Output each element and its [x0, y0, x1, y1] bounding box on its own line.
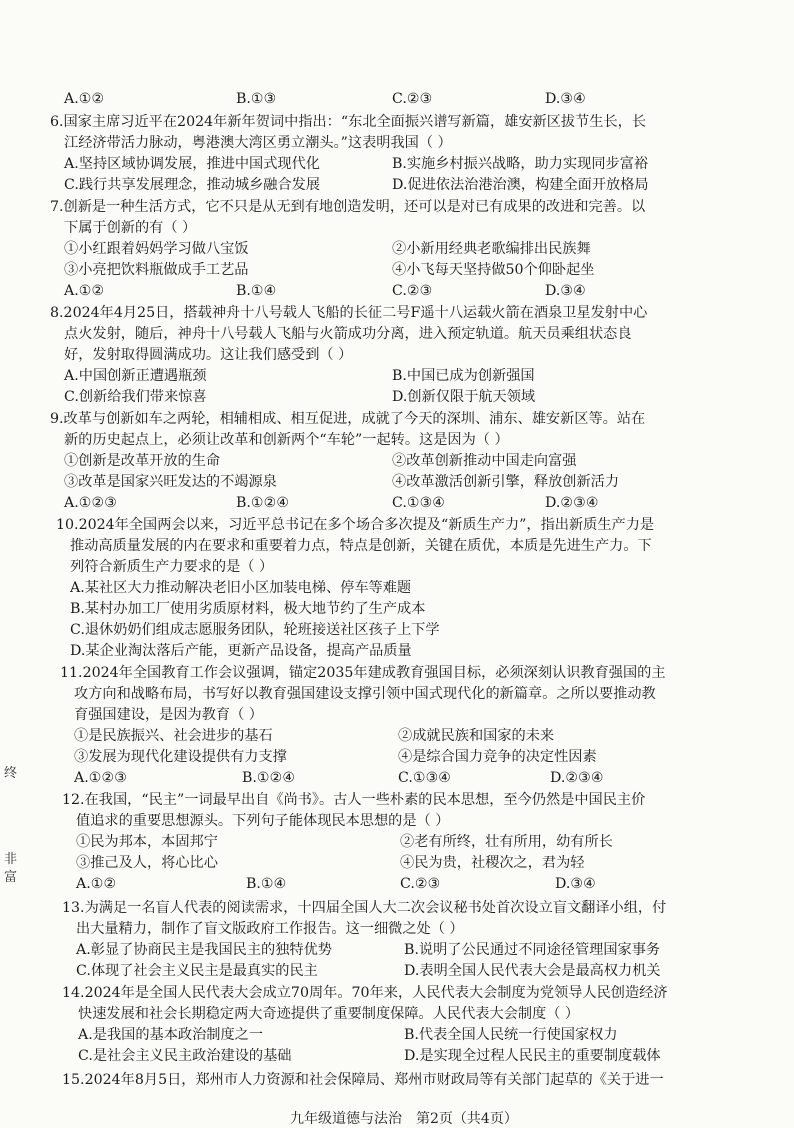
q6-option-c: C.践行共享发展理念，推动城乡融合发展 [64, 177, 321, 193]
top-option-d: D.③④ [545, 91, 586, 107]
q10-stem-line1: 10.2024年全国两会以来，习近平总书记在多个场合多次提及“新质生产力”，指出新质生产力是 [56, 517, 655, 533]
q12-option-a: A.①② [76, 876, 117, 892]
q13-stem-line2: 出大量精力，制作了盲文版政府工作报告。这一细微之处（ ） [76, 921, 464, 937]
q7-option-a: A.①② [64, 283, 105, 299]
q13-option-a: A.彰显了协商民主是我国民主的独特优势 [76, 942, 332, 958]
q9-item-1: ①创新是改革开放的生命 [64, 453, 221, 469]
q12-option-b: B.①④ [246, 876, 287, 892]
q12-stem-line1: 12.在我国，“民主”一词最早出自《尚书》。古人一些朴素的民本思想，至今仍然是中国民主价 [62, 792, 646, 808]
q9-option-a: A.①②③ [64, 495, 117, 511]
q11-option-d: D.②③④ [550, 770, 604, 786]
q8-option-b: B.中国已成为创新强国 [392, 368, 535, 384]
q6-stem-line1: 6.国家主席习近平在2024年新年贺词中指出：“东北全面振兴谱写新篇，雄安新区拔节生长，长 [50, 114, 647, 130]
margin-mark-2: 非 [4, 852, 18, 867]
q12-item-1: ①民为邦本，本固邦宁 [76, 834, 218, 850]
q11-item-2: ②成就民族和国家的未来 [398, 728, 555, 744]
q9-stem-line2: 新的历史起点上，必须让改革和创新两个“车轮”一起转。这是因为（ ） [64, 432, 509, 448]
margin-mark-3: 富 [4, 870, 18, 885]
q6-stem-line2: 江经济带活力脉动，粤港澳大湾区勇立潮头。”这表明我国（ ） [64, 135, 452, 151]
q12-item-2: ②老有所终，壮有所用，幼有所长 [400, 834, 613, 850]
q10-option-d: D.某企业淘汰落后产能，更新产品设备，提高产品质量 [70, 643, 412, 659]
q13-option-c: C.体现了社会主义民主是最真实的民主 [76, 963, 318, 979]
q9-option-c: C.①③④ [392, 495, 446, 511]
q7-item-4: ④小飞每天坚持做50个仰卧起坐 [392, 262, 595, 278]
q11-option-b: B.①②④ [242, 770, 296, 786]
q9-option-b: B.①②④ [236, 495, 290, 511]
q12-item-4: ④民为贵，社稷次之，君为轻 [400, 855, 585, 871]
q8-stem-line3: 好，发射取得圆满成功。这让我们感受到（ ） [64, 347, 353, 363]
q8-option-a: A.中国创新正遭遇瓶颈 [64, 368, 207, 384]
q8-stem-line2: 点火发射，随后，神舟十八号载人飞船与火箭成功分离，进入预定轨道。航天员乘组状态良 [64, 326, 632, 342]
q11-stem-line2: 攻方向和战略布局，书写好以教育强国建设支撑引领中国式现代化的新篇章。之所以要推动教 [74, 686, 656, 702]
q8-option-d: D.创新仅限于航天领域 [392, 389, 536, 405]
q7-stem-line2: 下属于创新的有（ ） [64, 220, 197, 236]
q14-option-a: A.是我国的基本政治制度之一 [78, 1027, 264, 1043]
q6-option-a: A.坚持区域协调发展，推进中国式现代化 [64, 156, 320, 172]
margin-mark-1: 终 [4, 766, 18, 781]
q9-item-2: ②改革创新推动中国走向富强 [392, 453, 577, 469]
q9-item-4: ④改革激活创新引擎，释放创新活力 [392, 474, 620, 490]
q12-option-c: C.②③ [400, 876, 441, 892]
q7-item-3: ③小亮把饮料瓶做成手工艺品 [64, 262, 249, 278]
q11-stem-line3: 育强国建设，是因为教育（ ） [74, 707, 263, 723]
q10-stem-line2: 推动高质量发展的内在要求和重要着力点，特点是创新，关键在质优，本质是先进生产力。下 [70, 538, 652, 554]
q13-stem-line1: 13.为满足一名盲人代表的阅读需求，十四届全国人大二次会议秘书处首次设立盲文翻译小组，付 [62, 900, 667, 916]
q11-option-a: A.①②③ [74, 770, 127, 786]
q9-option-d: D.②③④ [545, 495, 599, 511]
q10-option-b: B.某村办加工厂使用劣质原材料，极大地节约了生产成本 [70, 601, 426, 617]
q14-option-d: D.是实现全过程人民民主的重要制度载体 [404, 1048, 661, 1064]
top-option-b: B.①③ [236, 91, 277, 107]
page-footer: 九年级道德与法治 第2页（共4页） [290, 1111, 518, 1127]
q11-item-4: ④是综合国力竞争的决定性因素 [398, 749, 597, 765]
q13-option-d: D.表明全国人民代表大会是最高权力机关 [404, 963, 661, 979]
q10-option-a: A.某社区大力推动解决老旧小区加装电梯、停车等难题 [70, 580, 412, 596]
q6-option-b: B.实施乡村振兴战略，助力实现同步富裕 [392, 156, 649, 172]
q7-option-b: B.①④ [236, 283, 277, 299]
q7-item-2: ②小新用经典老歌编排出民族舞 [392, 241, 591, 257]
q15-stem-line1: 15.2024年8月5日，郑州市人力资源和社会保障局、郑州市财政局等有关部门起草的《关于进一 [62, 1072, 664, 1088]
q7-option-d: D.③④ [545, 283, 586, 299]
top-option-a: A.①② [64, 91, 105, 107]
q10-option-c: C.退休奶奶们组成志愿服务团队，轮班接送社区孩子上下学 [70, 622, 440, 638]
q13-option-b: B.说明了公民通过不同途径管理国家事务 [404, 942, 661, 958]
q14-stem-line1: 14.2024年是全国人民代表大会成立70周年。70年来，人民代表大会制度为党领导人民创造经济 [62, 985, 668, 1001]
q7-stem-line1: 7.创新是一种生活方式，它不只是从无到有地创造发明，还可以是对已有成果的改进和完善。以 [50, 199, 646, 215]
q10-stem-line3: 列符合新质生产力要求的是（ ） [70, 559, 274, 575]
q11-option-c: C.①③④ [398, 770, 452, 786]
q9-stem-line1: 9.改革与创新如车之两轮，相辅相成、相互促进，成就了今天的深圳、浦东、雄安新区等。站在 [50, 411, 646, 427]
q11-item-1: ①是民族振兴、社会进步的基石 [74, 728, 273, 744]
q8-option-c: C.创新给我们带来惊喜 [64, 389, 207, 405]
q12-item-3: ③推己及人，将心比心 [76, 855, 218, 871]
q14-stem-line2: 快速发展和社会长期稳定两大奇迹提供了重要制度保障。人民代表大会制度（ ） [78, 1006, 580, 1022]
q7-option-c: C.②③ [392, 283, 433, 299]
q11-item-3: ③发展为现代化建设提供有力支撑 [74, 749, 287, 765]
q12-option-d: D.③④ [555, 876, 596, 892]
q11-stem-line1: 11.2024年全国教育工作会议强调，锚定2035年建成教育强国目标，必须深刻认识教育强国的主 [60, 665, 666, 681]
q9-item-3: ③改革是国家兴旺发达的不竭源泉 [64, 474, 277, 490]
q12-stem-line2: 值追求的重要思想源头。下列句子能体现民本思想的是（ ） [76, 813, 450, 829]
q8-stem-line1: 8.2024年4月25日，搭载神舟十八号载人飞船的长征二号F遥十八运载火箭在酒泉卫星发射中心 [50, 305, 648, 321]
top-option-c: C.②③ [392, 91, 433, 107]
q14-option-c: C.是社会主义民主政治建设的基础 [78, 1048, 292, 1064]
q6-option-d: D.促进依法治港治澳，构建全面开放格局 [392, 177, 649, 193]
q7-item-1: ①小红跟着妈妈学习做八宝饭 [64, 241, 249, 257]
q14-option-b: B.代表全国人民统一行使国家权力 [404, 1027, 618, 1043]
